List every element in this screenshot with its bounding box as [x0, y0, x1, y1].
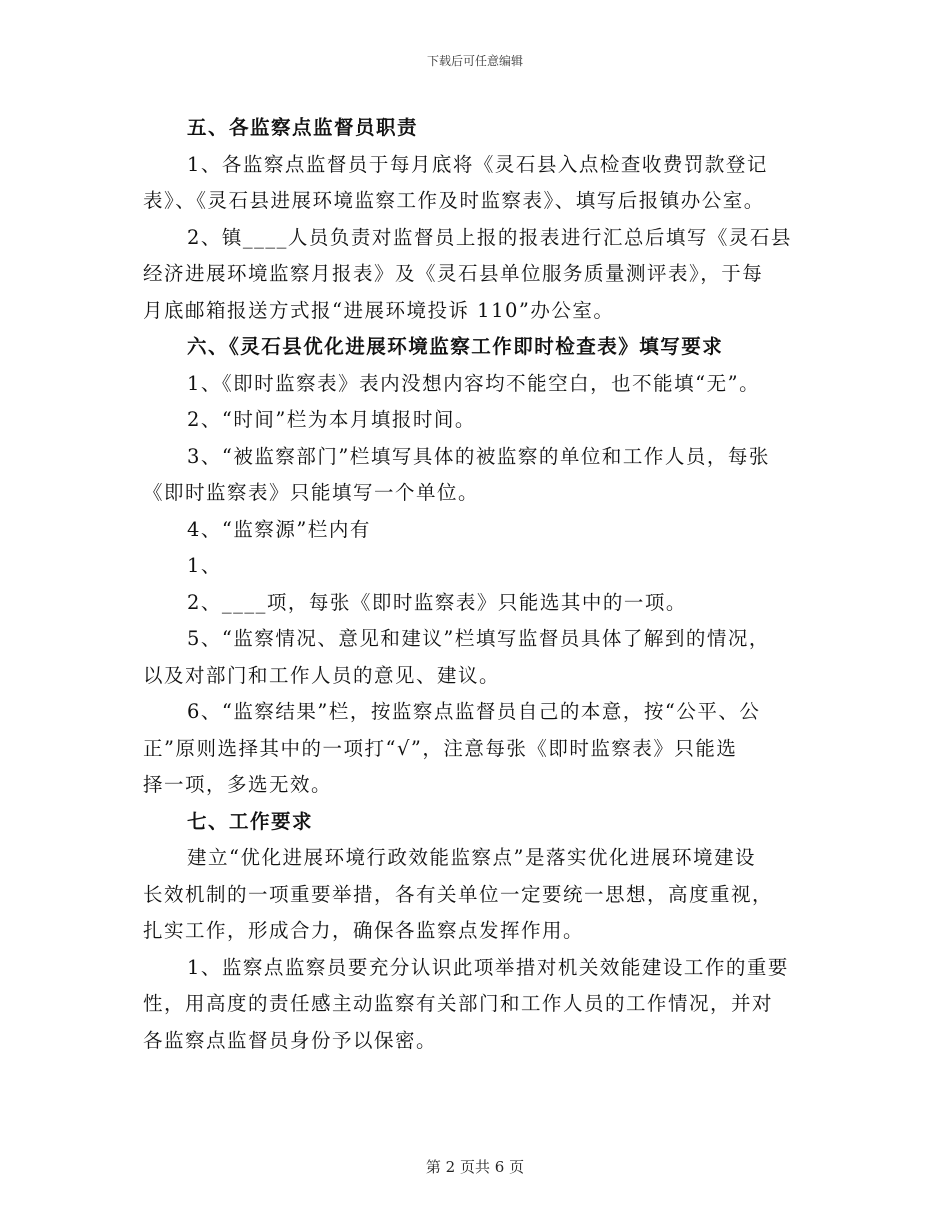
page-number: 第 2 页共 6 页	[425, 1158, 525, 1176]
paragraph-line: 5、“监察情况、意见和建议”栏填写监督员具体了解到的情况，	[187, 627, 770, 650]
paragraph-line: 6、“监察结果”栏，按监察点监督员自己的本意，按“公平、公	[187, 700, 761, 723]
paragraph-line: 性，用高度的责任感主动监察有关部门和工作人员的工作情况，并对	[143, 992, 774, 1015]
paragraph-line: 2、镇____人员负责对监督员上报的报表进行汇总后填写《灵石县	[187, 225, 792, 249]
section-heading-5: 五、各监察点监督员职责	[187, 116, 419, 139]
paragraph-line: 各监察点监督员身份予以保密。	[143, 1028, 438, 1052]
paragraph-line: 2、“时间”栏为本月填报时间。	[187, 408, 476, 431]
paragraph-line: 1、各监察点监督员于每月底将《灵石县入点检查收费罚款登记	[187, 152, 768, 176]
document-body	[143, 110, 805, 1059]
paragraph-line: 《即时监察表》只能填写一个单位。	[143, 481, 480, 504]
paragraph-line: 经济进展环境监察月报表》及《灵石县单位服务质量测评表》，于每	[143, 262, 764, 285]
paragraph-line: 3、“被监察部门”栏填写具体的被监察的单位和工作人员，每张	[187, 444, 770, 468]
paragraph-line: 2、____项，每张《即时监察表》只能选其中的一项。	[187, 590, 687, 614]
section-heading-6: 六、《灵石县优化进展环境监察工作即时检查表》填写要求	[187, 335, 724, 358]
paragraph-line: 4、“监察源”栏内有	[187, 517, 371, 541]
paragraph-line: 1、监察点监察员要充分认识此项举措对机关效能建设工作的重要	[187, 955, 789, 979]
paragraph-line: 扎实工作，形成合力，确保各监察点发挥作用。	[143, 919, 585, 942]
paragraph-line: 1、《即时监察表》表内没想内容均不能空白，也不能填“无”。	[187, 371, 761, 395]
page-header: 下载后可任意编辑	[426, 54, 523, 68]
paragraph-line: 1、	[187, 554, 222, 577]
paragraph-line: 正”原则选择其中的一项打“√”，注意每张《即时监察表》只能选	[143, 736, 738, 760]
paragraph-line: 择一项，多选无效。	[143, 773, 333, 796]
paragraph-line: 建立“优化进展环境行政效能监察点”是落实优化进展环境建设	[187, 846, 756, 869]
paragraph-line: 长效机制的一项重要举措，各有关单位一定要统一思想，高度重视，	[143, 882, 774, 906]
paragraph-line: 表》、《灵石县进展环境监察工作及时监察表》、填写后报镇办公室。	[143, 189, 765, 212]
paragraph-line: 月底邮箱报送方式报“进展环境投诉 110”办公室。	[143, 298, 615, 322]
paragraph-line: 以及对部门和工作人员的意见、建议。	[143, 663, 501, 687]
section-heading-7: 七、工作要求	[187, 809, 314, 833]
